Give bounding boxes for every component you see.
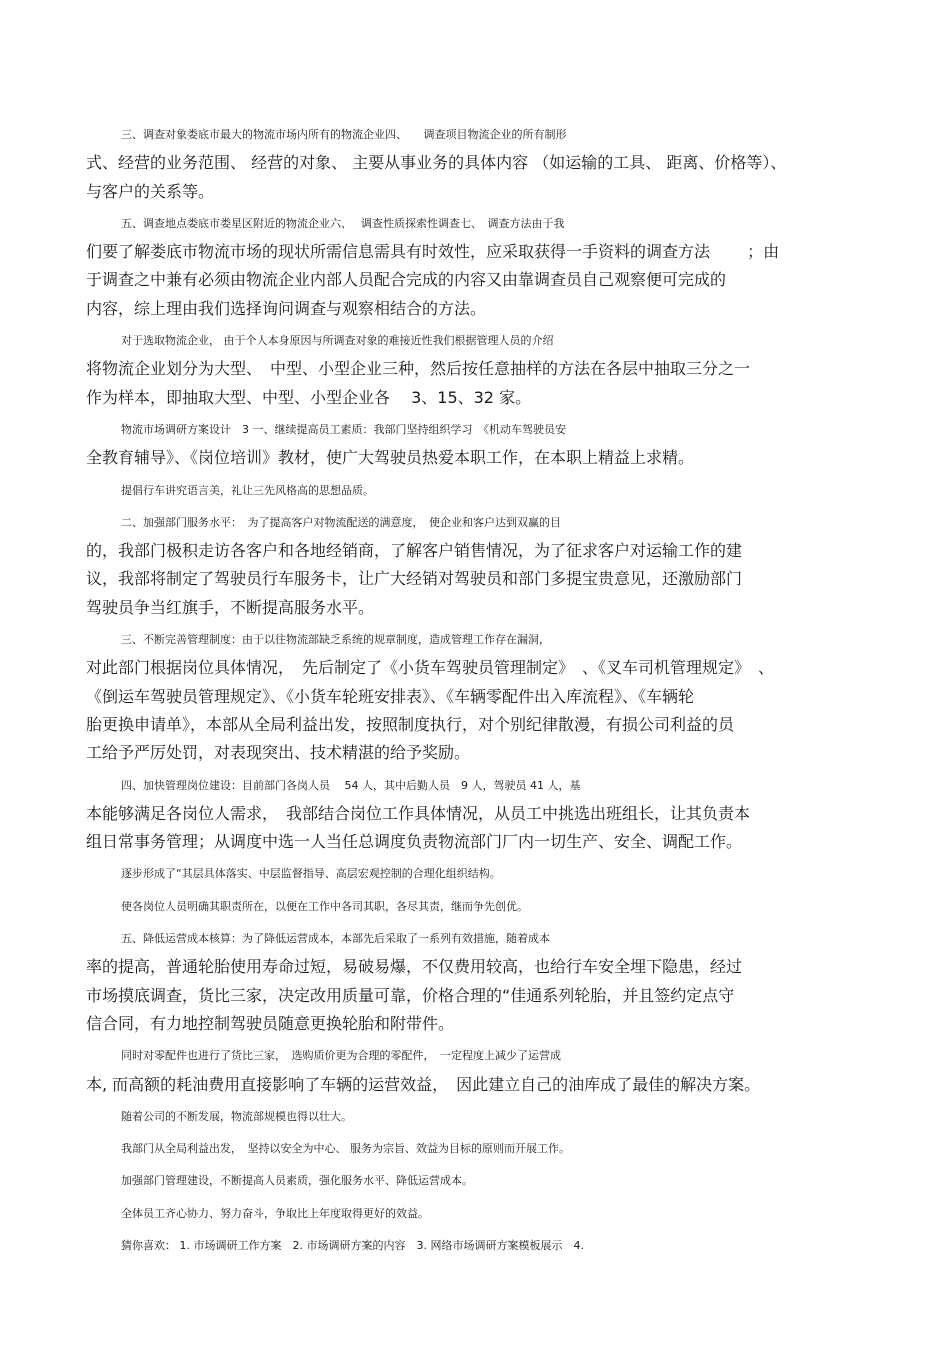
text-line: 内容，综上理由我们选择询问调查与观察相结合的方法。 xyxy=(86,298,487,318)
text-line: 组日常事务管理；从调度中选一人当任总调度负责物流部门厂内一切生产、安全、调配工作。 xyxy=(86,832,743,852)
text-line: 随着公司的不断发展，物流部规模也得以壮大。 xyxy=(121,1109,352,1123)
text-line: 五、降低运营成本核算：为了降低运营成本，本部先后采取了一系列有效措施，随着成本 xyxy=(121,932,550,946)
text-line: 加强部门管理建设，不断提高人员素质，强化服务水平、降低运营成本。 xyxy=(121,1174,473,1188)
text-line: 逐步形成了“其层具体落实、中层监督指导、高层宏观控制的合理化组织结构。 xyxy=(121,867,501,881)
text-line: 本, 而高额的耗油费用直接影响了车辆的运营效益， 因此建立自己的油库成了最佳的解决方案。 xyxy=(86,1074,761,1094)
text-line: 我部门从全局利益出发， 坚持以安全为中心、 服务为宗旨、效益为目标的原则而开展工作。 xyxy=(121,1142,570,1156)
text-line: 率的提高，普通轮胎使用寿命过短，易破易爆，不仅费用较高，也给行车安全埋下隐患，经过 xyxy=(86,957,743,977)
text-line: 物流市场调研方案设计 3 一、继续提高员工素质：我部门坚持组织学习 《机动车驾驶员安 xyxy=(121,422,566,436)
text-line: 于调查之中兼有必须由物流企业内部人员配合完成的内容又由靠调查员自己观察便可完成的 xyxy=(86,270,727,290)
text-line: 作为样本，即抽取大型、中型、小型企业各 3、15、32 家。 xyxy=(86,387,532,407)
paragraph xyxy=(86,925,866,1038)
text-line: 二、加强部门服务水平： 为了提高客户对物流配送的满意度， 使企业和客户达到双赢的目 xyxy=(121,515,561,529)
text-line: 同时对零配件也进行了货比三家， 选购质价更为合理的零配件， 一定程度上减少了运营成 xyxy=(121,1049,561,1063)
text-line: 胎更换申请单》，本部从全局利益出发，按照制度执行，对个别纪律散漫，有损公司利益的员 xyxy=(86,714,735,734)
paragraph xyxy=(86,477,866,505)
paragraph xyxy=(86,1103,866,1131)
text-line: 四、加快管理岗位建设：目前部门各岗人员 54 人，其中后勤人员 9 人，驾驶员 41 人，基 xyxy=(121,778,581,792)
document-body xyxy=(86,121,866,1264)
text-line: 的，我部门极积走访各客户和各地经销商，了解客户销售情况，为了征求客户对运输工作的建 xyxy=(86,541,743,561)
text-line: 工给予严厉处罚，对表现突出、技术精湛的给予奖励。 xyxy=(86,743,471,763)
text-line: 对此部门根据岗位具体情况， 先后制定了《小货车驾驶员管理制定》 、《叉车司机管理规定》 、 xyxy=(86,658,775,678)
text-line: 提倡行车讲究语言美，礼让三先风格高的思想品质。 xyxy=(121,483,374,497)
paragraph xyxy=(86,1042,866,1099)
text-line: 驾驶员争当红旗手，不断提高服务水平。 xyxy=(86,597,375,617)
text-line: 全教育辅导》、《岗位培训》教材，使广大驾驶员热爱本职工作，在本职上精益上求精。 xyxy=(86,448,695,468)
paragraph xyxy=(86,121,866,206)
text-line: 全体员工齐心协力、努力奋斗，争取比上年度取得更好的效益。 xyxy=(121,1206,429,1220)
paragraph xyxy=(86,210,866,323)
paragraph xyxy=(86,893,866,921)
paragraph xyxy=(86,1200,866,1228)
text-line: 市场摸底调查，货比三家，决定改用质量可靠，价格合理的“佳通系列轮胎，并且签约定点守 xyxy=(86,985,735,1005)
text-line: 五、调查地点娄底市娄星区附近的物流企业六、 调查性质探索性调查七、 调查方法由于我 xyxy=(121,216,565,230)
text-line: 信合同，有力地控制驾驶员随意更换轮胎和附带件。 xyxy=(86,1013,455,1033)
text-line: 议，我部将制定了驾驶员行车服务卡，让广大经销对驾驶员和部门多提宝贵意见，还激励部门 xyxy=(86,569,743,589)
text-line: 三、调查对象娄底市最大的物流市场内所有的物流企业四、 调查项目物流企业的所有制形 xyxy=(121,128,567,141)
paragraph xyxy=(86,416,866,473)
paragraph xyxy=(86,626,866,767)
text-line: 对于选取物流企业， 由于个人本身原因与所调查对象的难接近性我们根据管理人员的介绍 xyxy=(121,334,554,348)
text-line: 猜你喜欢： 1. 市场调研工作方案 2. 市场调研方案的内容 3. 网络市场调研方案模板展示 4. xyxy=(121,1238,584,1252)
text-line: 三、不断完善管理制度：由于以往物流部缺乏系统的规章制度，造成管理工作存在漏洞， xyxy=(121,633,550,647)
paragraph xyxy=(86,1232,866,1260)
text-line: 将物流企业划分为大型、 中型、小型企业三种，然后按任意抽样的方法在各层中抽取三分之一 xyxy=(86,359,751,379)
paragraph xyxy=(86,1135,866,1163)
paragraph xyxy=(86,509,866,622)
text-line: 《倒运车驾驶员管理规定》、《小货车轮班安排表》、《车辆零配件出入库流程》、《车辆轮 xyxy=(86,686,695,706)
paragraph xyxy=(86,1167,866,1195)
paragraph xyxy=(86,327,866,412)
paragraph xyxy=(86,772,866,857)
text-line: 使各岗位人员明确其职责所在，以便在工作中各司其职，各尽其责，继而争先创优。 xyxy=(121,899,528,913)
text-line: 与客户的关系等。 xyxy=(86,181,215,201)
text-line: 式、经营的业务范围、 经营的对象、 主要从事业务的具体内容 （如运输的工具、 距离、价格等）、 xyxy=(86,153,787,173)
paragraph xyxy=(86,860,866,888)
text-line: 本能够满足各岗位人需求， 我部结合岗位工作具体情况，从员工中挑选出班组长，让其负责本 xyxy=(86,803,751,823)
text-line: 们要了解娄底市物流市场的现状所需信息需具有时效性，应采取获得一手资料的调查方法 ；由 xyxy=(86,242,780,262)
